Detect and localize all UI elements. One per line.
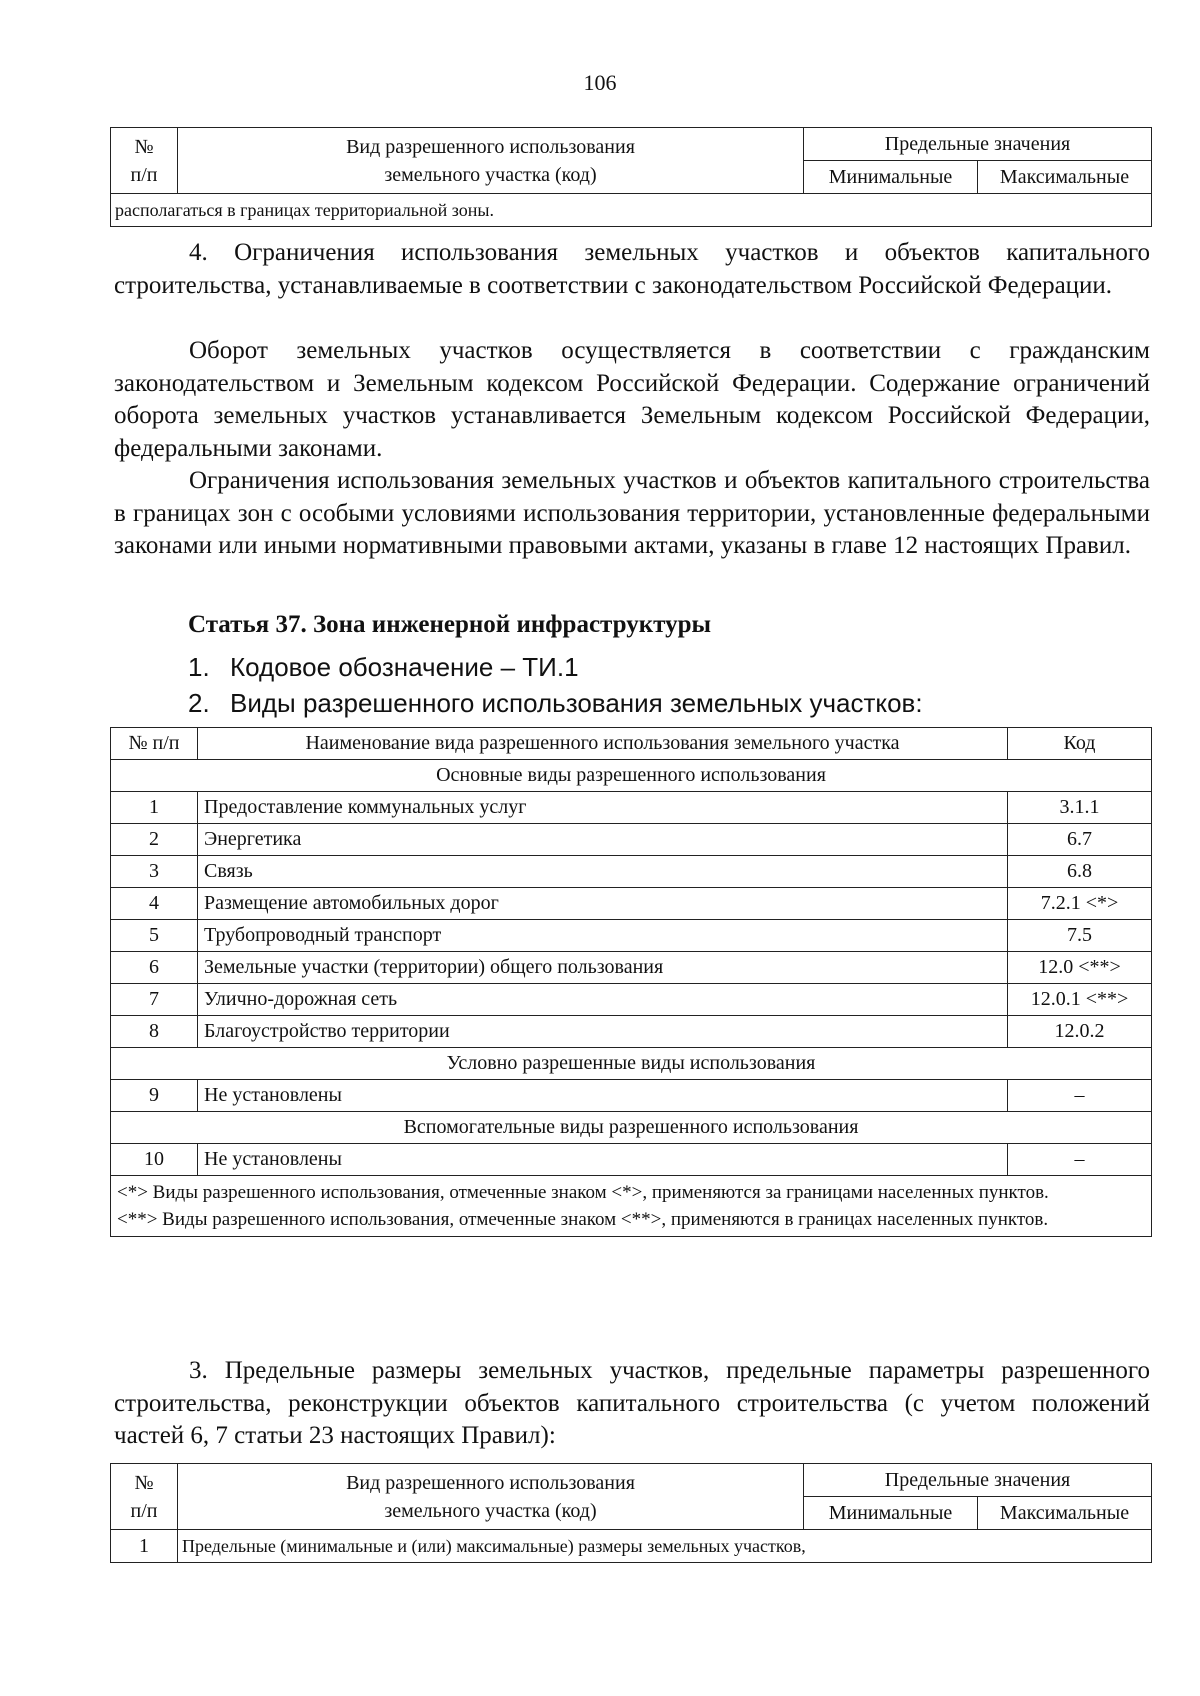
limits-table-continued: [110, 127, 1152, 227]
continued-row-text: располагаться в границах территориальной зоны.: [111, 194, 1152, 227]
row-code: 6.8: [1008, 856, 1152, 888]
row-name: Предоставление коммунальных услуг: [198, 792, 1008, 824]
note-double-star: <**> Виды разрешенного использования, отмеченные знаком <**>, применяются в границах населенных пунктов.: [117, 1209, 1049, 1230]
article-heading: Статья 37. Зона инженерной инфраструктуры: [188, 611, 711, 638]
table-row: [111, 888, 1152, 920]
row-code: 7.5: [1008, 920, 1152, 952]
row-name: Размещение автомобильных дорог: [198, 888, 1008, 920]
table-row: [111, 792, 1152, 824]
col-num-header: [111, 128, 178, 194]
table-row: [111, 1144, 1152, 1176]
col-num-line2: п/п: [130, 1499, 158, 1522]
row-code: 12.0.2: [1008, 1016, 1152, 1048]
row-code: 7.2.1 <*>: [1008, 888, 1152, 920]
table-notes: [111, 1176, 1152, 1237]
section-auxiliary: Вспомогательные виды разрешенного использования: [111, 1112, 1152, 1144]
col-kind-line1: Вид разрешенного использования: [346, 135, 635, 158]
table-row: [111, 856, 1152, 888]
header-num: № п/п: [111, 728, 198, 760]
row-name: Энергетика: [198, 824, 1008, 856]
col-min-header: Минимальные: [804, 1497, 978, 1530]
list-item: [188, 652, 579, 683]
col-num-line1: №: [134, 1471, 154, 1494]
table-row: [111, 984, 1152, 1016]
row-num: 7: [111, 984, 198, 1016]
header-code: Код: [1008, 728, 1152, 760]
section-conditional: Условно разрешенные виды использования: [111, 1048, 1152, 1080]
row-name: Связь: [198, 856, 1008, 888]
row-num: 2: [111, 824, 198, 856]
row-name: Благоустройство территории: [198, 1016, 1008, 1048]
row-code: 12.0.1 <**>: [1008, 984, 1152, 1016]
note-single-star: <*> Виды разрешенного использования, отмеченные знаком <*>, применяются за границами населенных пунктов.: [117, 1182, 1049, 1203]
row-num: 3: [111, 856, 198, 888]
col-kind-header: [178, 1464, 804, 1530]
row-code: –: [1008, 1144, 1152, 1176]
row-name: Трубопроводный транспорт: [198, 920, 1008, 952]
list-item-text: Кодовое обозначение – ТИ.1: [230, 652, 579, 682]
col-kind-line1: Вид разрешенного использования: [346, 1471, 635, 1494]
col-limits-header: Предельные значения: [804, 1464, 1152, 1497]
col-limits-header: Предельные значения: [804, 128, 1152, 161]
col-num-line1: №: [134, 135, 154, 158]
page-number: 106: [583, 70, 617, 95]
row-code: 12.0 <**>: [1008, 952, 1152, 984]
list-item: [188, 688, 923, 719]
row-code: 6.7: [1008, 824, 1152, 856]
row-num: 5: [111, 920, 198, 952]
row-num: 8: [111, 1016, 198, 1048]
row-text: Предельные (минимальные и (или) максимальные) размеры земельных участков,: [178, 1530, 1152, 1563]
table-row: [111, 1080, 1152, 1112]
row-num: 10: [111, 1144, 198, 1176]
row-num: 1: [111, 792, 198, 824]
list-item-num: 1.: [188, 652, 210, 682]
row-num: 4: [111, 888, 198, 920]
row-num: 6: [111, 952, 198, 984]
list-item-text: Виды разрешенного использования земельных участков:: [230, 688, 923, 718]
paragraph-limits: 3. Предельные размеры земельных участков, предельные параметры разрешенного строительства, реконструкции объектов капитального строительства (с учетом положений частей 6, 7 статьи 23 настоящих Правил):: [114, 1357, 1150, 1449]
table-row: [111, 1016, 1152, 1048]
row-num: 9: [111, 1080, 198, 1112]
row-name: Улично-дорожная сеть: [198, 984, 1008, 1016]
paragraph-zone-restrictions: Ограничения использования земельных участков и объектов капитального строительства в границах зон с особыми условиями использования территории, установленные федеральными законами или иными нормативными правовыми актами, указаны в главе 12 настоящих Правил.: [114, 467, 1150, 559]
row-name: Не установлены: [198, 1080, 1008, 1112]
paragraph-turnover: Оборот земельных участков осуществляется в соответствии с гражданским законодательством и Земельным кодексом Российской Федерации. Содержание ограничений оборота земельных участков устанавливается Земельным кодексом Российской Федерации, федеральными законами.: [114, 337, 1150, 462]
row-num: 1: [111, 1530, 178, 1563]
row-name: Не установлены: [198, 1144, 1008, 1176]
col-kind-line2: земельного участка (код): [384, 163, 597, 186]
col-kind-header: [178, 128, 804, 194]
header-name: Наименование вида разрешенного использования земельного участка: [198, 728, 1008, 760]
table-row: [111, 920, 1152, 952]
row-code: 3.1.1: [1008, 792, 1152, 824]
table-row: [111, 824, 1152, 856]
col-num-line2: п/п: [130, 163, 158, 186]
row-name: Земельные участки (территории) общего пользования: [198, 952, 1008, 984]
col-kind-line2: земельного участка (код): [384, 1499, 597, 1522]
col-num-header: [111, 1464, 178, 1530]
col-max-header: Максимальные: [978, 161, 1152, 194]
section-main: Основные виды разрешенного использования: [111, 760, 1152, 792]
row-code: –: [1008, 1080, 1152, 1112]
col-min-header: Минимальные: [804, 161, 978, 194]
permitted-uses-table: [110, 727, 1152, 1237]
col-max-header: Максимальные: [978, 1497, 1152, 1530]
list-item-num: 2.: [188, 688, 210, 718]
table-row: [111, 952, 1152, 984]
limits-table: [110, 1463, 1152, 1563]
paragraph-restrictions: 4. Ограничения использования земельных участков и объектов капитального строительства, устанавливаемые в соответствии с законодательством Российской Федерации.: [114, 239, 1150, 299]
